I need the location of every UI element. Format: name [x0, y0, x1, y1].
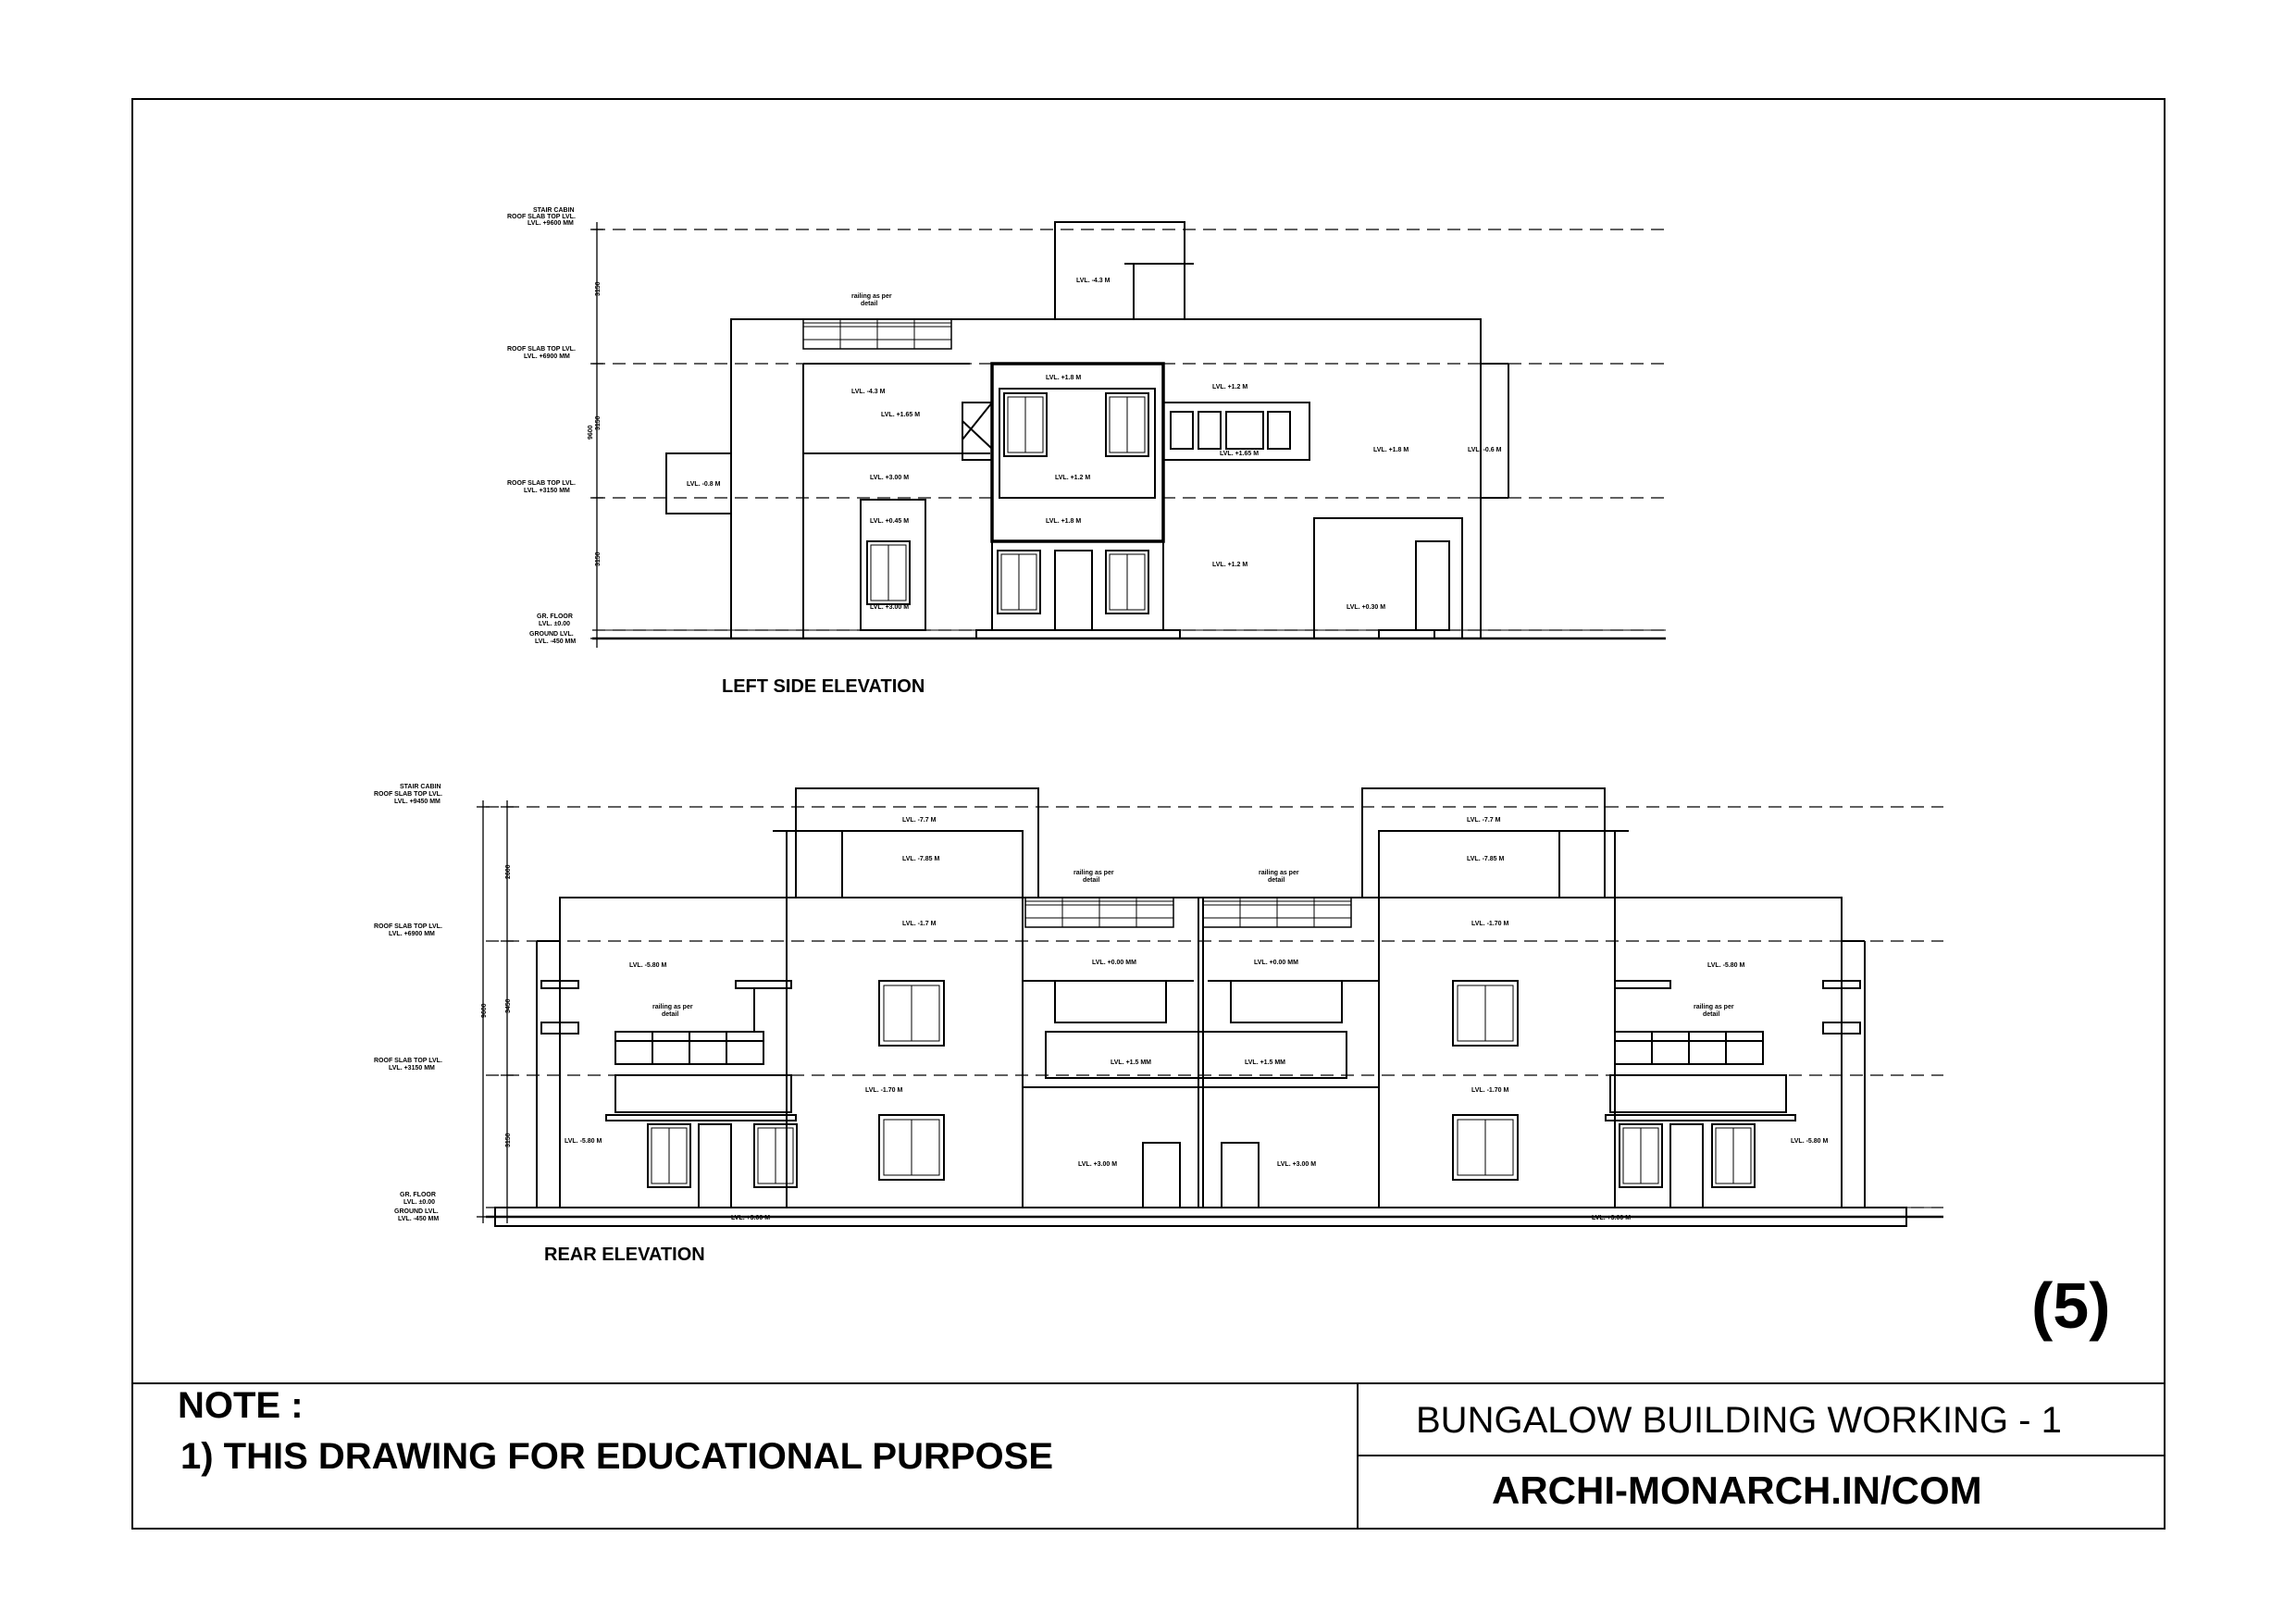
- tag-side-l: LVL. -5.80 M: [565, 1138, 602, 1145]
- tag-door-top: LVL. +0.45 M: [870, 518, 910, 525]
- tag-mid-l: LVL. +0.00 MM: [1092, 960, 1136, 966]
- level-roof1-2: LVL. +3150 MM: [524, 488, 570, 494]
- tag-left-block: LVL. -0.8 M: [687, 481, 721, 488]
- rear-level-stair-2: ROOF SLAB TOP LVL.: [374, 791, 442, 798]
- tag-side-r: LVL. -5.80 M: [1791, 1138, 1829, 1145]
- tag-cabin-r-top: LVL. -7.7 M: [1467, 817, 1501, 824]
- rear-level-roof2-1: ROOF SLAB TOP LVL.: [374, 923, 442, 930]
- rear-dim-1: 2600: [505, 864, 512, 879]
- level-stair-2: ROOF SLAB TOP LVL.: [507, 214, 576, 220]
- tag-cabin-r: LVL. -7.85 M: [1467, 856, 1505, 862]
- rear-level-roof1-1: ROOF SLAB TOP LVL.: [374, 1058, 442, 1064]
- tag-canopy: LVL. +1.65 M: [881, 412, 921, 418]
- rear-level-stair-1: STAIR CABIN: [400, 784, 441, 790]
- rear-level-labels: [374, 784, 442, 1222]
- tag-strip: LVL. +1.65 M: [1220, 451, 1260, 457]
- dim-1: 3150: [595, 281, 602, 296]
- tag-garage: LVL. +0.30 M: [1347, 604, 1386, 611]
- level-gr-2: LVL. ±0.00: [539, 621, 571, 627]
- tag-door-bot: LVL. +3.00 M: [870, 604, 910, 611]
- dim-3: 3150: [595, 551, 602, 566]
- tag-wing-l: LVL. -5.80 M: [629, 962, 667, 969]
- tag-court-r: LVL. +3.00 M: [1277, 1161, 1317, 1168]
- sheet-number: (5): [2031, 1270, 2111, 1342]
- level-stair-3: LVL. +9600 MM: [527, 220, 574, 227]
- rear-elevation: [374, 784, 1943, 1265]
- rear-railing-2a: railing as per: [1259, 870, 1299, 876]
- rear-dim-total: 9600: [481, 1003, 488, 1018]
- tag-window-top: LVL. +1.8 M: [1046, 375, 1082, 381]
- title-block: [132, 1383, 2165, 1529]
- tag-low-l: LVL. -1.70 M: [865, 1087, 903, 1094]
- tag-bay-mid: LVL. +1.2 M: [1055, 475, 1091, 481]
- tag-right-wall: LVL. +1.8 M: [1373, 447, 1409, 453]
- tag-upper-r: LVL. -1.70 M: [1471, 921, 1509, 927]
- dim-total: 9600: [588, 425, 594, 440]
- rear-railing-4b: detail: [1703, 1011, 1720, 1018]
- rear-railing-1a: railing as per: [1074, 870, 1114, 876]
- tag-court-l: LVL. +3.00 M: [1078, 1161, 1118, 1168]
- rear-dim-2: 3450: [505, 998, 512, 1013]
- railing-note-1: railing as per: [851, 293, 892, 300]
- tag-cabin-l-top: LVL. -7.7 M: [902, 817, 937, 824]
- rear-railing-1b: detail: [1083, 877, 1100, 884]
- level-roof1-1: ROOF SLAB TOP LVL.: [507, 480, 576, 487]
- tag-end-wall: LVL. -0.6 M: [1468, 447, 1502, 453]
- rear-level-ground-2: LVL. -450 MM: [398, 1216, 440, 1222]
- rear-railing-2b: detail: [1268, 877, 1285, 884]
- tag-upper-l: LVL. -1.7 M: [902, 921, 937, 927]
- left-building: [592, 222, 1666, 638]
- rear-level-lines: [486, 807, 1943, 1217]
- left-elevation-title: LEFT SIDE ELEVATION: [722, 676, 925, 697]
- tag-base-r: LVL. +3.00 M: [1592, 1215, 1632, 1221]
- tag-cabin-l: LVL. -7.85 M: [902, 856, 940, 862]
- left-side-elevation: [507, 207, 1666, 697]
- tag-bal-r: LVL. +1.5 MM: [1245, 1059, 1286, 1066]
- note-heading: NOTE :: [178, 1385, 304, 1426]
- rear-level-gr-2: LVL. ±0.00: [403, 1199, 436, 1206]
- rear-railing-4a: railing as per: [1694, 1004, 1734, 1010]
- level-ground-1: GROUND LVL.: [529, 631, 574, 638]
- rear-level-stair-3: LVL. +9450 MM: [394, 799, 441, 805]
- level-stair-1: STAIR CABIN: [533, 207, 575, 214]
- tag-wing-r: LVL. -5.80 M: [1707, 962, 1745, 969]
- tag-bay-low: LVL. +1.8 M: [1046, 518, 1082, 525]
- rear-level-roof1-2: LVL. +3150 MM: [389, 1065, 435, 1072]
- dim-2: 3150: [595, 415, 602, 430]
- rear-level-roof2-2: LVL. +6900 MM: [389, 931, 435, 937]
- tag-band-right: LVL. +1.2 M: [1212, 384, 1248, 390]
- website-label: ARCHI-MONARCH.IN/COM: [1492, 1468, 1982, 1512]
- railing-note-2: detail: [861, 301, 878, 307]
- tag-low-r: LVL. -1.70 M: [1471, 1087, 1509, 1094]
- tag-upper-left: LVL. -4.3 M: [851, 389, 886, 395]
- rear-level-gr-1: GR. FLOOR: [400, 1192, 436, 1198]
- level-gr-1: GR. FLOOR: [537, 613, 573, 620]
- level-labels: [507, 207, 576, 645]
- level-ground-2: LVL. -450 MM: [535, 638, 577, 645]
- tag-base-l: LVL. +3.00 M: [731, 1215, 771, 1221]
- rear-railing-3a: railing as per: [652, 1004, 693, 1010]
- tag-ground-right: LVL. +1.2 M: [1212, 562, 1248, 568]
- sheet-border: [132, 99, 2165, 1529]
- note-text: 1) THIS DRAWING FOR EDUCATIONAL PURPOSE: [180, 1436, 1054, 1477]
- level-roof2-2: LVL. +6900 MM: [524, 353, 570, 360]
- rear-railing-3b: detail: [662, 1011, 679, 1018]
- level-lines: [592, 229, 1666, 638]
- tag-cabin: LVL. -4.3 M: [1076, 278, 1111, 284]
- tag-mid: LVL. +3.00 M: [870, 475, 910, 481]
- rear-dim-3: 3150: [505, 1133, 512, 1147]
- rear-level-ground-1: GROUND LVL.: [394, 1208, 439, 1215]
- rear-elevation-title: REAR ELEVATION: [544, 1245, 705, 1265]
- tag-bal-l: LVL. +1.5 MM: [1111, 1059, 1152, 1066]
- left-level-tags: [687, 278, 1502, 611]
- drawing-title: BUNGALOW BUILDING WORKING - 1: [1416, 1400, 2062, 1441]
- level-roof2-1: ROOF SLAB TOP LVL.: [507, 346, 576, 353]
- tag-mid-r: LVL. +0.00 MM: [1254, 960, 1298, 966]
